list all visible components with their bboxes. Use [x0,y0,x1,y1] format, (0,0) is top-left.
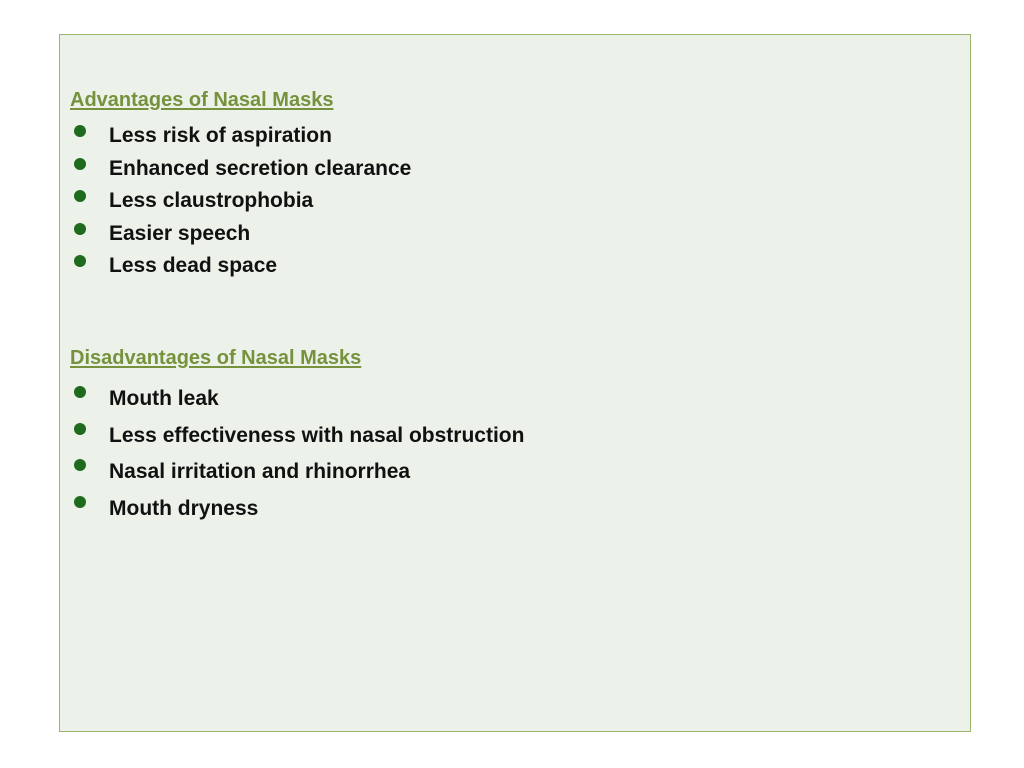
list-item-text: Easier speech [109,221,251,245]
list-item-text: Less effectiveness with nasal obstruction [109,423,525,447]
bullet-icon [74,223,86,235]
advantages-heading: Advantages of Nasal Masks [70,89,334,111]
list-item [60,491,524,528]
bullet-icon [74,158,86,170]
list-item [60,218,411,251]
list-item [60,153,411,186]
list-item-text: Less risk of aspiration [109,124,332,147]
bullet-icon [74,459,86,471]
list-item [60,381,524,418]
disadvantages-heading: Disadvantages of Nasal Masks [70,347,362,369]
list-item [60,185,411,218]
bullet-icon [74,255,86,267]
list-item-text: Nasal irritation and rhinorrhea [109,460,411,484]
list-item [60,454,524,491]
bullet-icon [74,386,86,398]
advantages-list [60,120,411,283]
list-item-text: Enhanced secretion clearance [109,156,412,180]
bullet-icon [74,496,86,508]
bullet-icon [74,423,86,435]
list-item [60,120,411,153]
list-item-text: Less dead space [109,254,278,278]
list-item-text: Less claustrophobia [109,189,314,213]
content-panel [59,34,971,732]
list-item-text: Mouth dryness [109,496,259,520]
bullet-icon [74,125,86,137]
list-item [60,418,524,455]
list-item [60,250,411,283]
list-item-text: Mouth leak [109,387,219,410]
disadvantages-list [60,381,524,527]
bullet-icon [74,190,86,202]
